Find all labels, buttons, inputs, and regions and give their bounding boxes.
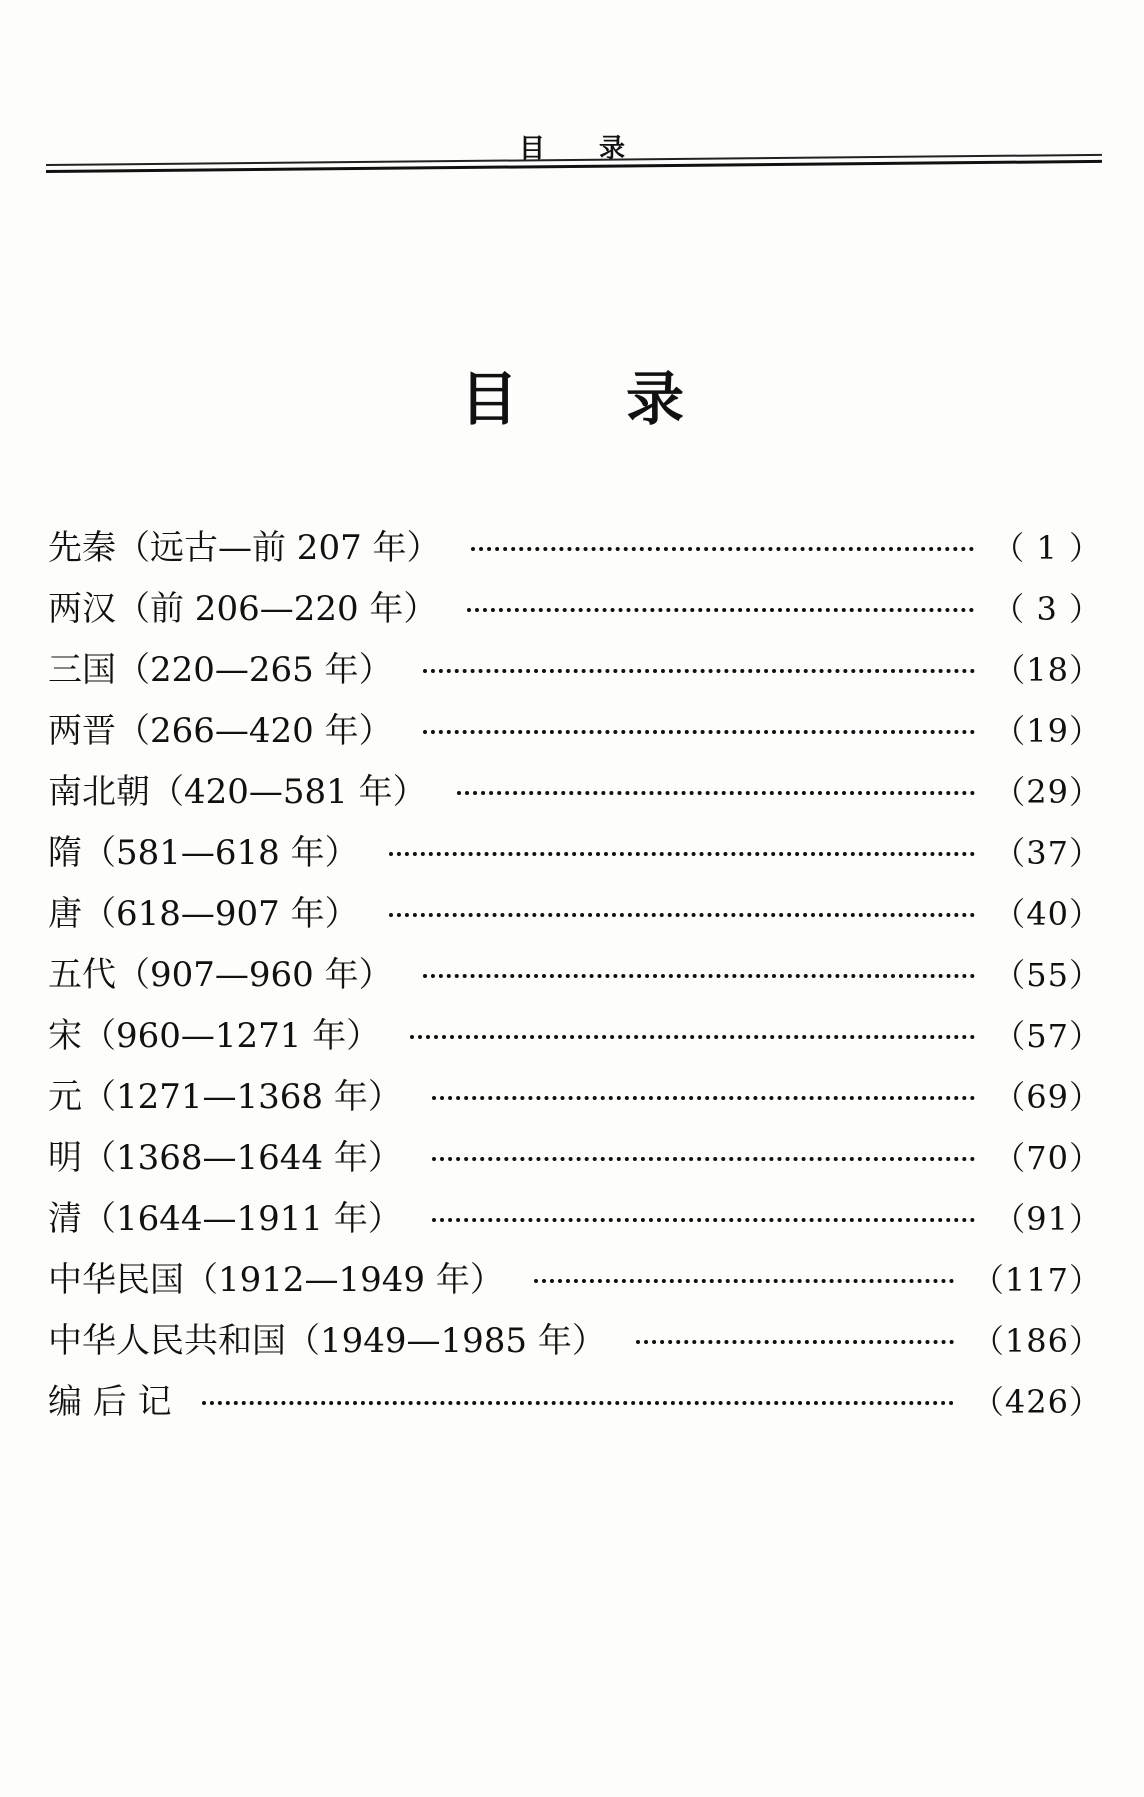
running-header: 目录	[518, 134, 679, 164]
toc-entry-label: 先秦（远古—前 207 年）	[48, 528, 441, 568]
toc-entry[interactable]	[48, 1128, 1102, 1189]
toc-entry-label: 两汉（前 206—220 年）	[48, 589, 438, 629]
toc-entry-label: 中华人民共和国（1949—1985 年）	[48, 1321, 606, 1361]
toc-entry[interactable]	[48, 1006, 1102, 1067]
toc-entry-label: 隋（581—618 年）	[48, 833, 359, 873]
dot-leader	[389, 913, 976, 917]
toc-entry-page: （ 1 ）	[992, 529, 1102, 567]
dot-leader	[423, 669, 976, 673]
toc-entry[interactable]	[48, 579, 1102, 640]
toc-entry-page: （57）	[993, 1017, 1102, 1055]
dot-leader	[467, 608, 974, 612]
toc-entry-page: （37）	[993, 834, 1102, 872]
toc-entry-page: （70）	[993, 1139, 1102, 1177]
toc-entry-page: （91）	[993, 1200, 1102, 1238]
dot-leader	[410, 1035, 975, 1039]
toc-entry-page: （186）	[971, 1322, 1102, 1360]
dot-leader	[432, 1096, 975, 1100]
dot-leader	[389, 852, 976, 856]
table-of-contents	[48, 518, 1102, 1433]
dot-leader	[202, 1401, 954, 1405]
toc-entry-label: 编 后 记	[48, 1382, 172, 1422]
dot-leader	[432, 1218, 975, 1222]
toc-entry[interactable]	[48, 1372, 1102, 1433]
toc-entry-label: 明（1368—1644 年）	[48, 1138, 402, 1178]
toc-entry[interactable]	[48, 762, 1102, 823]
toc-entry[interactable]	[48, 945, 1102, 1006]
dot-leader	[534, 1279, 954, 1283]
dot-leader	[423, 974, 976, 978]
toc-entry-page: （55）	[993, 956, 1102, 994]
toc-entry[interactable]	[48, 1067, 1102, 1128]
toc-entry-page: （29）	[993, 773, 1102, 811]
dot-leader	[423, 730, 976, 734]
toc-entry-page: （426）	[971, 1383, 1102, 1421]
toc-entry-page: （18）	[993, 651, 1102, 689]
dot-leader	[432, 1157, 975, 1161]
toc-entry[interactable]	[48, 518, 1102, 579]
toc-entry[interactable]	[48, 1311, 1102, 1372]
toc-entry[interactable]	[48, 640, 1102, 701]
toc-entry[interactable]	[48, 1250, 1102, 1311]
toc-entry-label: 两晋（266—420 年）	[48, 711, 393, 751]
toc-entry-page: （69）	[993, 1078, 1102, 1116]
dot-leader	[471, 547, 975, 551]
toc-entry-page: （117）	[971, 1261, 1102, 1299]
dot-leader	[636, 1340, 954, 1344]
toc-entry[interactable]	[48, 701, 1102, 762]
toc-entry-page: （40）	[993, 895, 1102, 933]
toc-entry[interactable]	[48, 1189, 1102, 1250]
page-title: 目录	[459, 365, 792, 433]
toc-entry-label: 五代（907—960 年）	[48, 955, 393, 995]
toc-entry-label: 清（1644—1911 年）	[48, 1199, 402, 1239]
toc-entry-label: 南北朝（420—581 年）	[48, 772, 427, 812]
dot-leader	[457, 791, 976, 795]
toc-entry-label: 唐（618—907 年）	[48, 894, 359, 934]
toc-entry-label: 宋（960—1271 年）	[48, 1016, 381, 1056]
toc-entry-page: （19）	[993, 712, 1102, 750]
toc-entry[interactable]	[48, 823, 1102, 884]
toc-entry-label: 三国（220—265 年）	[48, 650, 393, 690]
toc-entry-label: 中华民国（1912—1949 年）	[48, 1260, 504, 1300]
toc-entry-page: （ 3 ）	[992, 590, 1102, 628]
toc-entry[interactable]	[48, 884, 1102, 945]
toc-entry-label: 元（1271—1368 年）	[48, 1077, 402, 1117]
